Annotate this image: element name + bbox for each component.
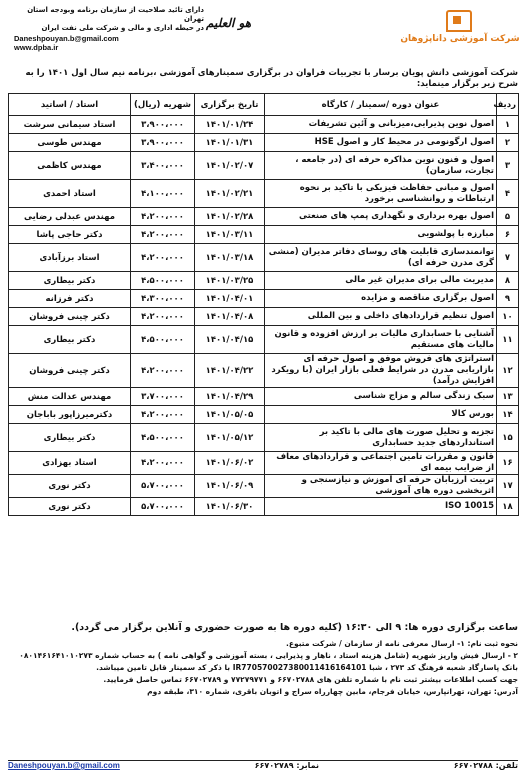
teacher-cell: دکترمیرزاپور باباجان bbox=[9, 406, 131, 424]
schedule-note: ساعت برگزاری دوره ها: ۹ الی ۱۶:۳۰ (کلیه دوره ها به صورت حضوری و آنلاین برگزار می گردد). bbox=[71, 622, 518, 633]
table-row bbox=[9, 244, 519, 272]
price-cell: ۳،۷۰۰،۰۰۰ bbox=[131, 388, 195, 406]
table-row bbox=[9, 308, 519, 326]
date-cell: ۱۴۰۱/۰۱/۳۱ bbox=[195, 134, 265, 152]
teacher-cell: دکتر بیطاری bbox=[9, 424, 131, 452]
date-cell: ۱۴۰۱/۰۴/۱۵ bbox=[195, 326, 265, 354]
course-title-cell: اصول نوین پذیرایی،میزبانی و آئین تشریفات bbox=[265, 116, 497, 134]
header-email-link[interactable]: Daneshpouyan.b@gmail.com bbox=[14, 34, 119, 43]
price-cell: ۴،۲۰۰،۰۰۰ bbox=[131, 208, 195, 226]
phone: تلفن: ۶۶۷۰۲۷۸۸ bbox=[453, 761, 518, 770]
course-title-cell: تربیت ارزیابان حرفه ای آموزش و نیازسنجی و اثربخشی دوره های آموزشی bbox=[265, 475, 497, 498]
date-cell: ۱۴۰۱/۰۲/۰۷ bbox=[195, 152, 265, 180]
teacher-cell: مهندس کاظمی bbox=[9, 152, 131, 180]
table-row bbox=[9, 388, 519, 406]
course-title-cell: ISO 10015 bbox=[265, 498, 497, 516]
table-row bbox=[9, 152, 519, 180]
course-title-cell: اصول تنظیم قراردادهای داخلی و بین المللی bbox=[265, 308, 497, 326]
price-cell: ۴،۵۰۰،۰۰۰ bbox=[131, 272, 195, 290]
date-cell: ۱۴۰۱/۰۵/۰۵ bbox=[195, 406, 265, 424]
date-cell: ۱۴۰۱/۰۳/۱۱ bbox=[195, 226, 265, 244]
teacher-cell: دکتر چینی فروشان bbox=[9, 354, 131, 388]
date-cell: ۱۴۰۱/۰۴/۰۱ bbox=[195, 290, 265, 308]
price-cell: ۴،۲۰۰،۰۰۰ bbox=[131, 244, 195, 272]
table-row bbox=[9, 326, 519, 354]
table-row bbox=[9, 354, 519, 388]
contact-note: جهت کسب اطلاعات بیشتر ثبت نام با شماره تلفن های ۶۶۷۰۲۷۸۸ و ۷۷۲۷۹۷۷۱ و ۶۶۷۰۲۷۸۹ تماس حاصل فرمایید. bbox=[103, 675, 518, 684]
price-cell: ۴،۵۰۰،۰۰۰ bbox=[131, 326, 195, 354]
intro-text: شرکت آموزشی دانش پویان برسار با تجربیات فراوان در برگزاری سمینارهای آموزشی ،برنامه نیم سال اول ۱۴۰۱ را به شرح زیر برگزار مینماید: bbox=[25, 68, 518, 89]
price-cell: ۴،۲۰۰،۰۰۰ bbox=[131, 308, 195, 326]
price-cell: ۳،۹۰۰،۰۰۰ bbox=[131, 116, 195, 134]
course-title-cell: اصول ارگونومی در محیط کار و اصول HSE bbox=[265, 134, 497, 152]
price-cell: ۴،۱۰۰،۰۰۰ bbox=[131, 180, 195, 208]
motto: هو العلیم bbox=[206, 16, 252, 30]
table-row bbox=[9, 208, 519, 226]
date-cell: ۱۴۰۱/۰۲/۲۱ bbox=[195, 180, 265, 208]
teacher-cell: دکتر فرزانه bbox=[9, 290, 131, 308]
header-teacher: استاد / اساتید bbox=[9, 94, 131, 116]
price-cell: ۵،۷۰۰،۰۰۰ bbox=[131, 475, 195, 498]
row-number-cell: ۷ bbox=[497, 244, 519, 272]
course-title-cell: اصول برگزاری مناقصه و مزایده bbox=[265, 290, 497, 308]
header-row-number: ردیف bbox=[497, 94, 519, 116]
price-cell: ۴،۲۰۰،۰۰۰ bbox=[131, 406, 195, 424]
date-cell: ۱۴۰۱/۰۱/۲۴ bbox=[195, 116, 265, 134]
teacher-cell: دکتر بیطاری bbox=[9, 326, 131, 354]
row-number-cell: ۱۱ bbox=[497, 326, 519, 354]
course-title-cell: آشنایی با حسابداری مالیات بر ارزش افزوده و قانون مالیات های مستقیم bbox=[265, 326, 497, 354]
company-logo bbox=[400, 6, 520, 52]
license-line-2: در حیطه اداری و مالی و شرکت ملی نفت ایران bbox=[41, 24, 204, 32]
table-row bbox=[9, 424, 519, 452]
course-title-cell: سبک زندگی سالم و مزاج شناسی bbox=[265, 388, 497, 406]
registration-note-1: نحوه ثبت نام: ۱- ارسال معرفی نامه از سازمان / شرکت متبوع. bbox=[286, 639, 518, 648]
course-title-cell: اصول بهره برداری و نگهداری پمپ های صنعتی bbox=[265, 208, 497, 226]
price-cell: ۳،۴۰۰،۰۰۰ bbox=[131, 152, 195, 180]
header-date: تاریخ برگزاری bbox=[195, 94, 265, 116]
teacher-cell: استاد احمدی bbox=[9, 180, 131, 208]
price-cell: ۳،۹۰۰،۰۰۰ bbox=[131, 134, 195, 152]
header-price: شهریه (ریال) bbox=[131, 94, 195, 116]
fax: نمابر: ۶۶۷۰۲۷۸۹ bbox=[254, 761, 319, 770]
footer bbox=[8, 622, 518, 698]
contact-bar bbox=[8, 760, 518, 775]
teacher-cell: مهندس عدالت منش bbox=[9, 388, 131, 406]
registration-note-2: ۲ - ارسال فیش واریز شهریه (شامل هزینه استاد ، ناهار و پذیرایی ، بسته آموزشی و گواهی نامه ) به حساب شماره ۰۸۰۱۴۶۱۶۴۱۰۱۰۲۷۳ بانک پاسارگاد شعبه فرهنگ کد ۲۷۳ ، شبا IR770570027380011416164101 با ذکر کد سمینار قابل تامین میباشد. bbox=[19, 651, 518, 672]
course-title-cell: مدیریت مالی برای مدیران غیر مالی bbox=[265, 272, 497, 290]
row-number-cell: ۲ bbox=[497, 134, 519, 152]
teacher-cell: دکتر حاجی پاشا bbox=[9, 226, 131, 244]
row-number-cell: ۹ bbox=[497, 290, 519, 308]
course-title-cell: اصول و فنون نوین مذاکره حرفه ای (در جامعه ، تجارت، سازمان) bbox=[265, 152, 497, 180]
teacher-cell: استاد برزآبادی bbox=[9, 244, 131, 272]
teacher-cell: مهندس عبدلی رضایی bbox=[9, 208, 131, 226]
row-number-cell: ۱۷ bbox=[497, 475, 519, 498]
letterhead bbox=[6, 4, 520, 56]
price-cell: ۴،۵۰۰،۰۰۰ bbox=[131, 424, 195, 452]
row-number-cell: ۱۸ bbox=[497, 498, 519, 516]
row-number-cell: ۸ bbox=[497, 272, 519, 290]
teacher-cell: دکتر چینی فروشان bbox=[9, 308, 131, 326]
row-number-cell: ۵ bbox=[497, 208, 519, 226]
date-cell: ۱۴۰۱/۰۴/۲۹ bbox=[195, 388, 265, 406]
teacher-cell: دکتر نوری bbox=[9, 475, 131, 498]
table-row bbox=[9, 452, 519, 475]
price-cell: ۴،۲۰۰،۰۰۰ bbox=[131, 354, 195, 388]
teacher-cell: دکتر نوری bbox=[9, 498, 131, 516]
table-row bbox=[9, 498, 519, 516]
date-cell: ۱۴۰۱/۰۴/۰۸ bbox=[195, 308, 265, 326]
row-number-cell: ۱۴ bbox=[497, 406, 519, 424]
footer-email-link[interactable]: Daneshpouyan.b@gmail.com bbox=[8, 761, 120, 770]
price-cell: ۴،۳۰۰،۰۰۰ bbox=[131, 290, 195, 308]
date-cell: ۱۴۰۱/۰۴/۲۲ bbox=[195, 354, 265, 388]
row-number-cell: ۱۵ bbox=[497, 424, 519, 452]
date-cell: ۱۴۰۱/۰۳/۲۵ bbox=[195, 272, 265, 290]
logo-text: شرکت آموزشی داناپژوهان bbox=[400, 34, 520, 44]
row-number-cell: ۶ bbox=[497, 226, 519, 244]
price-cell: ۵،۷۰۰،۰۰۰ bbox=[131, 498, 195, 516]
license-text bbox=[14, 6, 204, 33]
table-row bbox=[9, 116, 519, 134]
date-cell: ۱۴۰۱/۰۶/۰۲ bbox=[195, 452, 265, 475]
date-cell: ۱۴۰۱/۰۶/۳۰ bbox=[195, 498, 265, 516]
teacher-cell: استاد سیمانی سرشت bbox=[9, 116, 131, 134]
teacher-cell: دکتر بیطاری bbox=[9, 272, 131, 290]
price-cell: ۴،۲۰۰،۰۰۰ bbox=[131, 226, 195, 244]
contact-web bbox=[14, 34, 119, 52]
course-title-cell: مبارزه با پولشویی bbox=[265, 226, 497, 244]
row-number-cell: ۱ bbox=[497, 116, 519, 134]
course-title-cell: توانمندسازی قابلیت های روسای دفاتر مدیران (منشی گری مدرن حرفه ای) bbox=[265, 244, 497, 272]
course-title-cell: استراتژی های فروش موفق و اصول حرفه ای بازاریابی مدرن در شرایط فعلی بازار ایران (با رویکرد افزایش درآمد) bbox=[265, 354, 497, 388]
teacher-cell: مهندس طوسی bbox=[9, 134, 131, 152]
date-cell: ۱۴۰۱/۰۶/۰۹ bbox=[195, 475, 265, 498]
table-row bbox=[9, 290, 519, 308]
date-cell: ۱۴۰۱/۰۵/۱۲ bbox=[195, 424, 265, 452]
header-title: عنوان دوره /سمینار / کارگاه bbox=[265, 94, 497, 116]
address: آدرس: تهران، تهرانپارس، خیابان فرجام، مابین چهارراه سراج و اتوبان باقری، شماره ۳۱۰، طبقه دوم bbox=[147, 687, 518, 696]
price-cell: ۴،۲۰۰،۰۰۰ bbox=[131, 452, 195, 475]
table-row bbox=[9, 226, 519, 244]
table-row bbox=[9, 134, 519, 152]
row-number-cell: ۴ bbox=[497, 180, 519, 208]
teacher-cell: استاد بهزادی bbox=[9, 452, 131, 475]
row-number-cell: ۱۳ bbox=[497, 388, 519, 406]
license-line-1: دارای تائید صلاحیت از سازمان برنامه وبودجه استان تهران bbox=[27, 6, 204, 23]
course-title-cell: قانون و مقررات تامین اجتماعی و قراردادهای معاف از ضرایب بیمه ای bbox=[265, 452, 497, 475]
table-row bbox=[9, 180, 519, 208]
date-cell: ۱۴۰۱/۰۳/۱۸ bbox=[195, 244, 265, 272]
table-row bbox=[9, 475, 519, 498]
row-number-cell: ۱۰ bbox=[497, 308, 519, 326]
table-header-row bbox=[9, 94, 519, 116]
table-row bbox=[9, 406, 519, 424]
table-row bbox=[9, 272, 519, 290]
course-title-cell: اصول و مبانی حفاظت فیزیکی با تاکید بر نحوه ارتباطات و روانشناسی برخورد bbox=[265, 180, 497, 208]
date-cell: ۱۴۰۱/۰۲/۲۸ bbox=[195, 208, 265, 226]
course-title-cell: تجزیه و تحلیل صورت های مالی با تاکید بر استانداردهای جدید حسابداری bbox=[265, 424, 497, 452]
website-link[interactable]: www.dpba.ir bbox=[14, 43, 59, 52]
row-number-cell: ۱۲ bbox=[497, 354, 519, 388]
course-table bbox=[8, 93, 519, 516]
book-icon bbox=[446, 10, 472, 32]
course-title-cell: بورس کالا bbox=[265, 406, 497, 424]
row-number-cell: ۱۶ bbox=[497, 452, 519, 475]
row-number-cell: ۳ bbox=[497, 152, 519, 180]
